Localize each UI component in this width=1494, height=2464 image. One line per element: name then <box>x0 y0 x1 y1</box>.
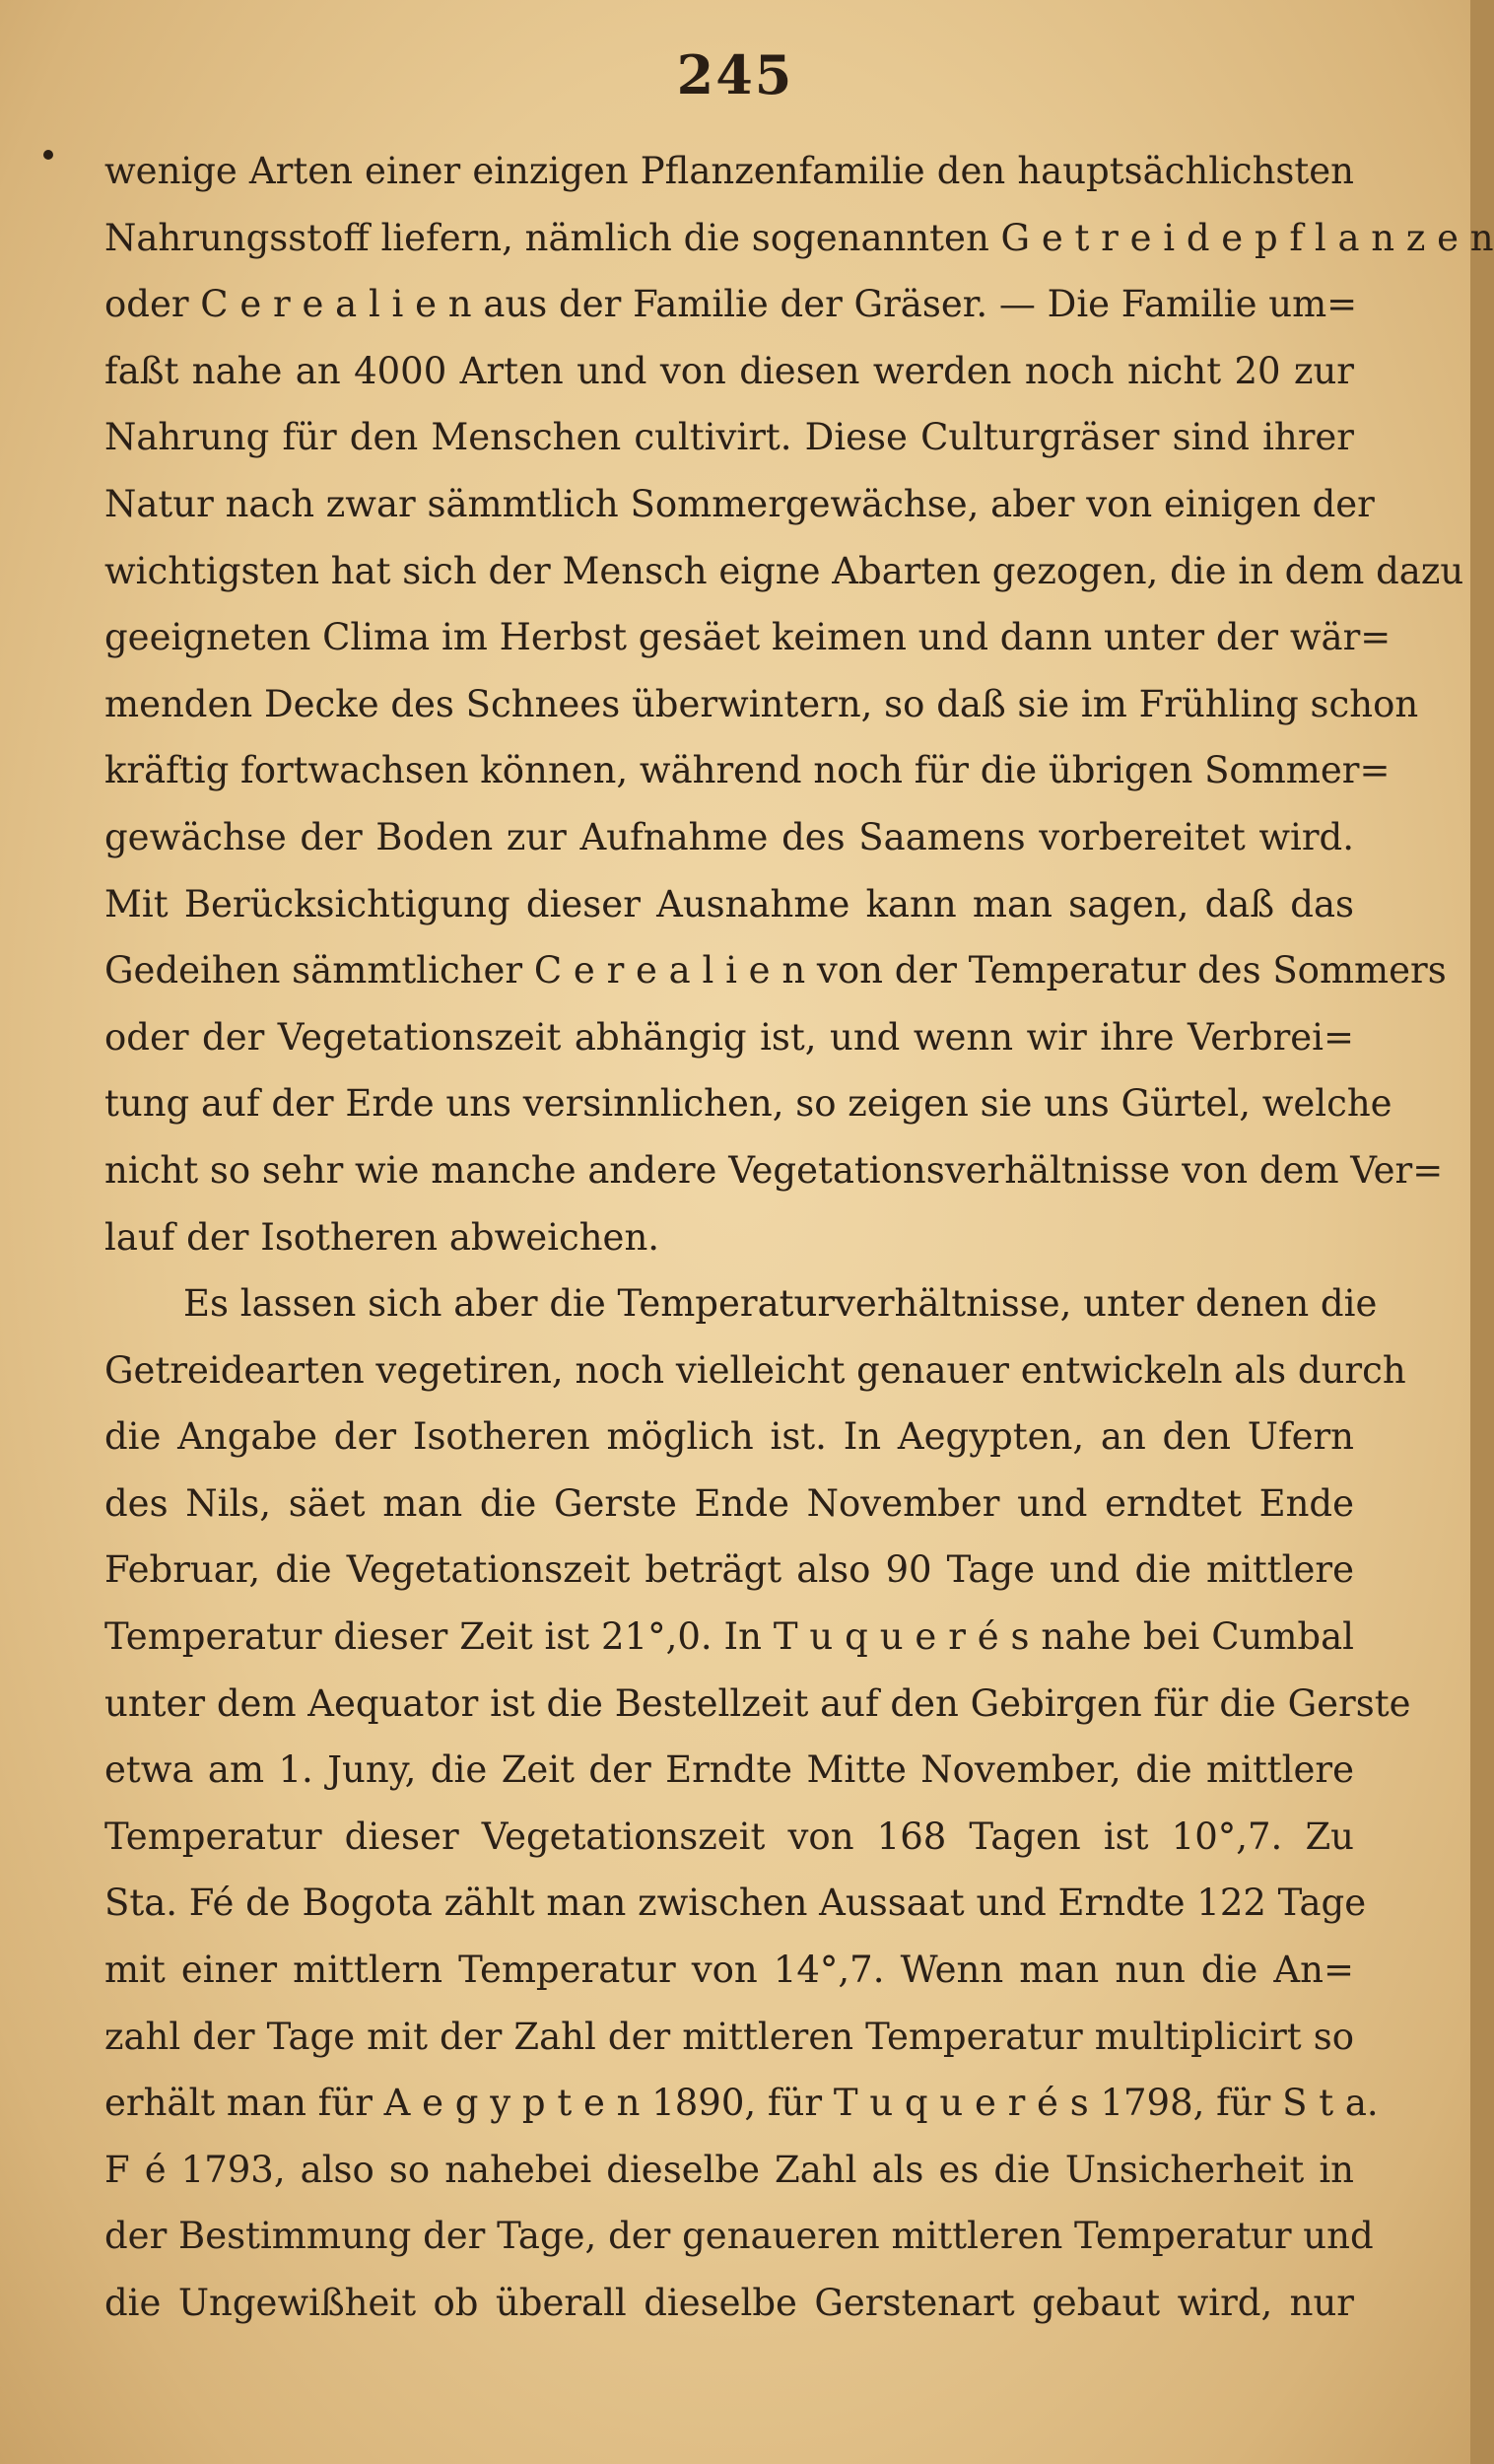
text-line: die Angabe der Isotheren möglich ist. In Aegypten, an den Ufern <box>104 1415 1354 1459</box>
text-line: Nahrungsstoff liefern, nämlich die sogenannten G e t r e i d e p f l a n z e n <box>104 216 1494 259</box>
text-line: Getreidearten vegetiren, noch vielleicht genauer entwickeln als durch <box>104 1348 1406 1392</box>
text-line: zahl der Tage mit der Zahl der mittleren Temperatur multiplicirt so <box>104 2015 1354 2058</box>
text-line: nicht so sehr wie manche andere Vegetationsverhältnisse von dem Ver= <box>104 1148 1444 1192</box>
text-line: gewächse der Boden zur Aufnahme des Saamens vorbereitet wird. <box>104 815 1354 858</box>
text-line: des Nils, säet man die Gerste Ende November und erndtet Ende <box>104 1481 1354 1525</box>
text-line: mit einer mittlern Temperatur von 14°,7. Wenn man nun die An= <box>104 1949 1354 1992</box>
text-line: unter dem Aequator ist die Bestellzeit auf den Gebirgen für die Gerste <box>104 1681 1411 1725</box>
text-line: F é 1793, also so nahebei dieselbe Zahl als es die Unsicherheit in <box>104 2148 1354 2191</box>
paragraph-1 <box>104 138 1494 1270</box>
text-line: Natur nach zwar sämmtlich Sommergewächse, aber von einigen der <box>104 482 1375 525</box>
text-line: die Ungewißheit ob überall dieselbe Gerstenart gebaut wird, nur <box>104 2282 1354 2324</box>
body-text <box>104 138 1494 2337</box>
text-line: etwa am 1. Juny, die Zeit der Erndte Mitte November, die mittlere <box>104 1748 1354 1792</box>
text-line: lauf der Isotheren abweichen. <box>104 1215 660 1259</box>
text-line: Nahrung für den Menschen cultivirt. Diese Culturgräser sind ihrer <box>104 416 1354 459</box>
text-line: Gedeihen sämmtlicher C e r e a l i e n von der Temperatur des Sommers <box>104 949 1447 992</box>
text-line: oder C e r e a l i e n aus der Familie der Gräser. — Die Familie um= <box>104 283 1358 326</box>
text-line: Temperatur dieser Zeit ist 21°,0. In T u q u e r é s nahe bei Cumbal <box>104 1615 1354 1659</box>
text-line: oder der Vegetationszeit abhängig ist, und wenn wir ihre Verbrei= <box>104 1015 1354 1059</box>
text-line: geeigneten Clima im Herbst gesäet keimen und dann unter der wär= <box>104 616 1392 659</box>
page-number: 245 <box>676 43 794 106</box>
text-line: wenige Arten einer einzigen Pflanzenfamilie den hauptsächlichsten <box>104 150 1354 192</box>
text-line: kräftig fortwachsen können, während noch für die übrigen Sommer= <box>104 749 1391 792</box>
text-line: Februar, die Vegetationszeit beträgt also 90 Tage und die mittlere <box>104 1548 1354 1592</box>
paragraph-2 <box>104 1270 1411 2337</box>
text-line: tung auf der Erde uns versinnlichen, so zeigen sie uns Gürtel, welche <box>104 1082 1392 1126</box>
text-line: Sta. Fé de Bogota zählt man zwischen Aussaat und Erndte 122 Tage <box>104 1882 1367 1925</box>
text-line: Mit Berücksichtigung dieser Ausnahme kann man sagen, daß das <box>104 882 1354 925</box>
text-line: Es lassen sich aber die Temperaturverhältnisse, unter denen die <box>183 1282 1378 1326</box>
margin-dot <box>43 150 53 160</box>
text-line: faßt nahe an 4000 Arten und von diesen werden noch nicht 20 zur <box>104 349 1354 392</box>
text-line: menden Decke des Schnees überwintern, so daß sie im Frühling schon <box>104 682 1419 725</box>
text-line: Temperatur dieser Vegetationszeit von 168 Tagen ist 10°,7. Zu <box>104 1814 1354 1858</box>
text-line: wichtigsten hat sich der Mensch eigne Abarten gezogen, die in dem dazu <box>104 549 1464 592</box>
text-line: der Bestimmung der Tage, der genaueren mittleren Temperatur und <box>104 2215 1374 2258</box>
text-line: erhält man für A e g y p t e n 1890, für T u q u e r é s 1798, für S t a. <box>104 2082 1379 2125</box>
